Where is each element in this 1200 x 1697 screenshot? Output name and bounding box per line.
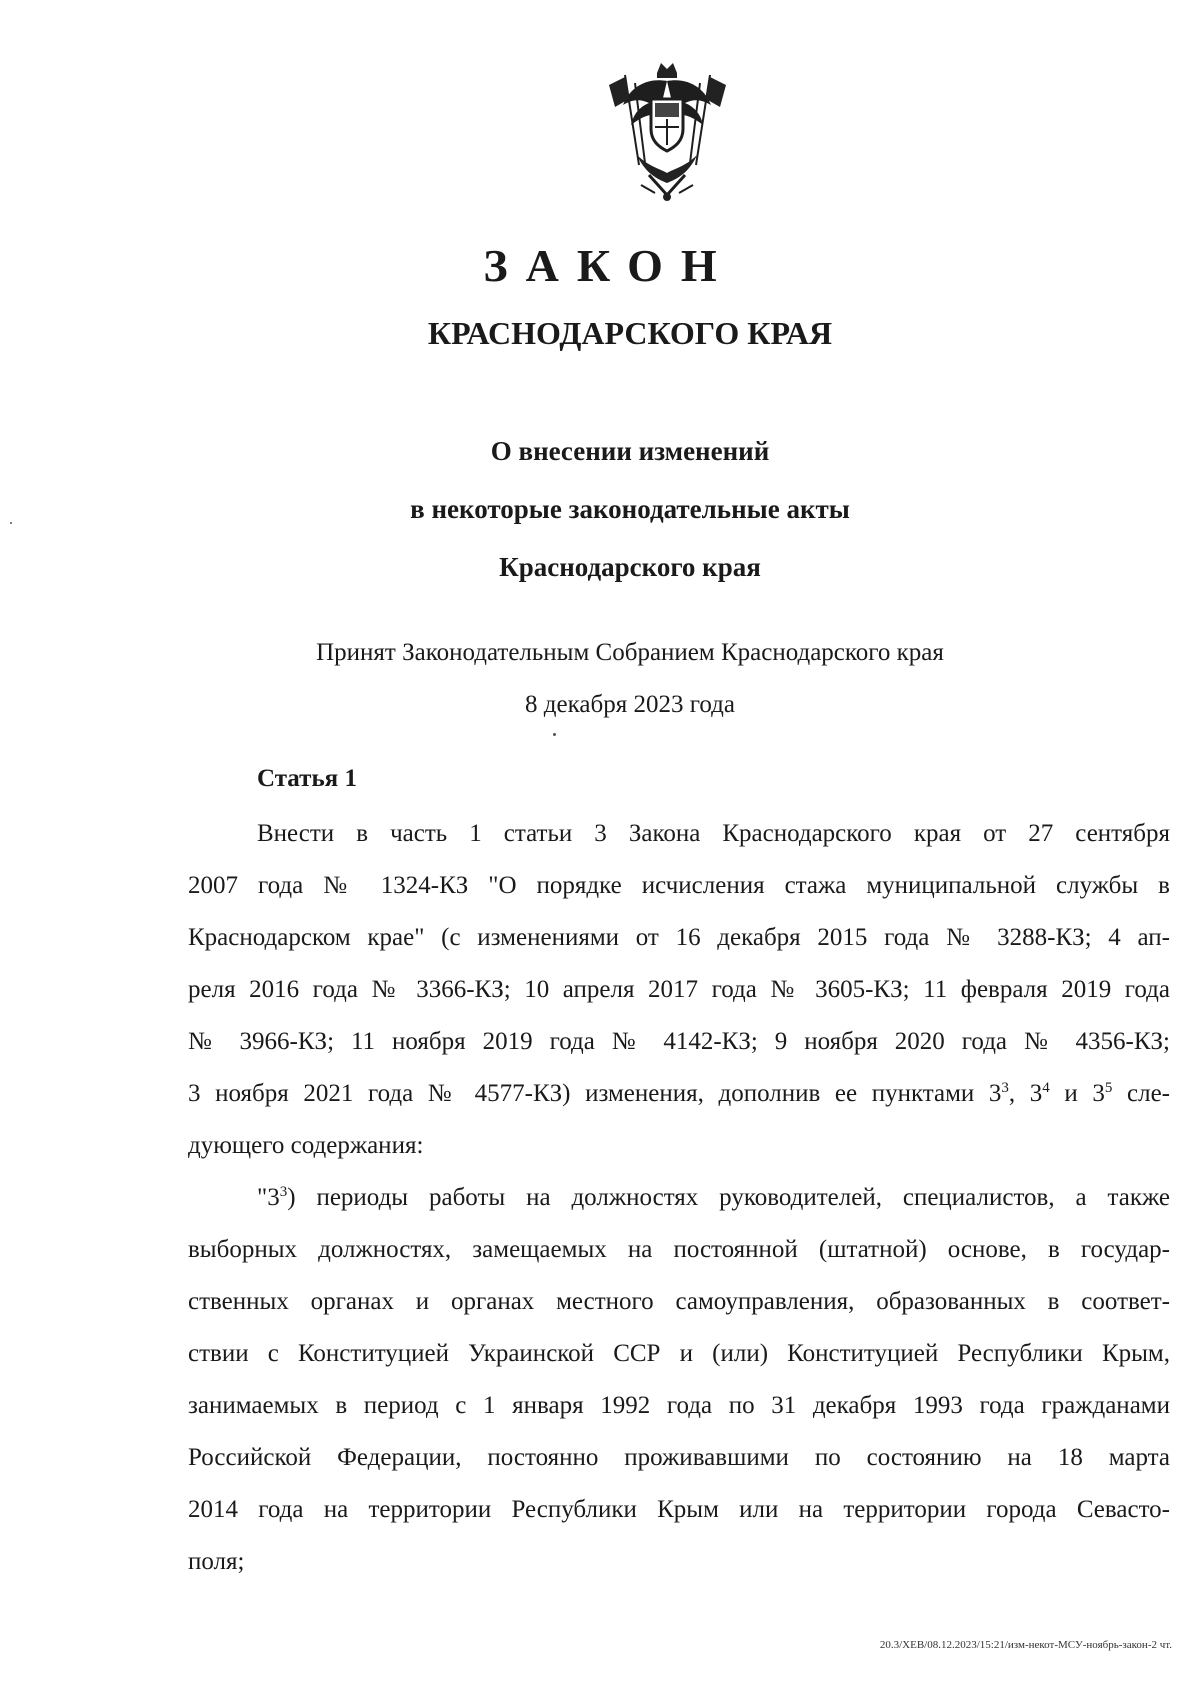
body-text-fragment: , 3 [1008, 1080, 1043, 1107]
body-line: ствии с Конституцией Украинской ССР и (или) Конституцией Республики Крым, [188, 1340, 1170, 1367]
body-line: дующего содержания: [188, 1132, 424, 1159]
body-line: Внести в часть 1 статьи 3 Закона Краснодарского края от 27 сентября [257, 820, 1170, 847]
body-line: Российской Федерации, постоянно проживавшими по состоянию на 18 марта [188, 1444, 1170, 1471]
body-text-fragment: 3 ноября 2021 года № 4577-КЗ) изменения, дополнив ее пунктами 3 [188, 1080, 1002, 1107]
krasnodar-krai-coat-of-arms-icon [605, 55, 730, 205]
body-line: № 3966-КЗ; 11 ноября 2019 года № 4142-КЗ; 9 ноября 2020 года № 4356-КЗ; [188, 1028, 1170, 1055]
body-text-fragment: и 3 [1049, 1080, 1105, 1107]
superscript: 3 [1001, 1080, 1009, 1096]
body-line [188, 1172, 1170, 1224]
body-line [188, 1068, 1170, 1120]
body-line: ственных органах и органах местного самоуправления, образованных в соответ- [188, 1288, 1170, 1315]
body-text-fragment: "3 [257, 1184, 280, 1211]
adoption-info [30, 627, 1200, 731]
body-line: занимаемых в период с 1 января 1992 года по 31 декабря 1993 года гражданами [188, 1392, 1170, 1419]
article-body [188, 808, 1170, 1588]
superscript: 5 [1104, 1080, 1113, 1096]
document-stamp: 20.3/ХЕВ/08.12.2023/15:21/изм-некот-МСУ-ноябрь-закон-2 чт. [879, 1639, 1172, 1651]
scan-speck [10, 522, 12, 524]
body-line: Краснодарском крае" (с изменениями от 16 декабря 2015 года № 3288-КЗ; 4 ап- [188, 924, 1170, 951]
body-line: 2007 года № 1324-КЗ "О порядке исчисления стажа муниципальной службы в [188, 872, 1170, 899]
body-line: выборных должностях, замещаемых на постоянной (штатной) основе, в государ- [188, 1236, 1170, 1263]
subject-line: Краснодарского края [499, 552, 761, 582]
superscript: 4 [1042, 1080, 1050, 1096]
body-line: реля 2016 года № 3366-КЗ; 10 апреля 2017 года № 3605-КЗ; 11 февраля 2019 года [188, 976, 1170, 1003]
superscript: 3 [279, 1184, 288, 1200]
body-line: поля; [188, 1548, 245, 1575]
body-text-fragment: сле- [1112, 1080, 1170, 1107]
adopted-by: Принят Законодательным Собранием Краснодарского края [316, 639, 944, 666]
body-text-fragment: ) периоды работы на должностях руководителей, специалистов, а также [287, 1184, 1170, 1211]
subject-line: О внесении изменений [490, 436, 770, 466]
adoption-date: 8 декабря 2023 года [525, 691, 735, 718]
law-region: КРАСНОДАРСКОГО КРАЯ [427, 315, 833, 351]
article-heading: Статья 1 [257, 765, 357, 792]
scan-speck [553, 733, 556, 736]
law-subject [30, 422, 1200, 596]
subject-line: в некоторые законодательные акты [410, 494, 850, 524]
body-line: 2014 года на территории Республики Крым или на территории города Севасто- [188, 1496, 1170, 1523]
law-title: ЗАКОН [483, 240, 735, 291]
